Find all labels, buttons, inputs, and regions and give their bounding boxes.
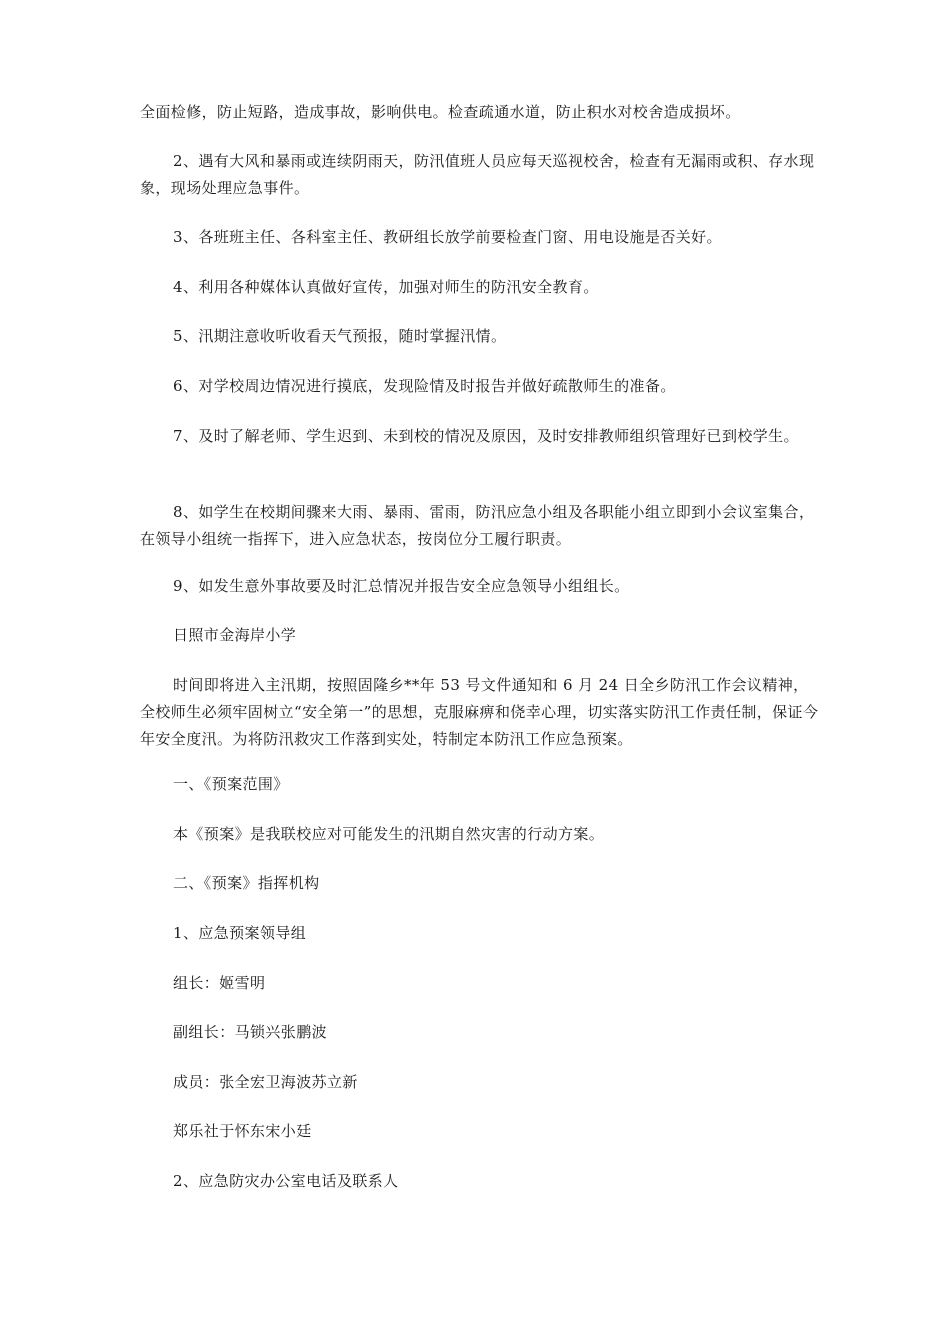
members-line-continued: 郑乐社于怀东宋小廷 bbox=[173, 1122, 312, 1140]
paragraph-item-2: 2、遇有大风和暴雨或连续阴雨天，防汛值班人员应每天巡视校舍，检查有无漏雨或积、存水现象，现场处理应急事件。 bbox=[140, 152, 815, 197]
subheading-leadership-group: 1、应急预案领导组 bbox=[173, 924, 307, 942]
paragraph-scope: 本《预案》是我联校应对可能发生的汛期自然灾害的行动方案。 bbox=[173, 825, 605, 843]
paragraph-item-9: 9、如发生意外事故要及时汇总情况并报告安全应急领导小组组长。 bbox=[173, 577, 630, 595]
members-line: 成员：张全宏卫海波苏立新 bbox=[173, 1073, 358, 1091]
leader-line: 组长：姬雪明 bbox=[173, 974, 266, 992]
paragraph-intro: 时间即将进入主汛期，按照固隆乡**年 53 号文件通知和 6 月 24 日全乡防汛工作会议精神，全校师生必须牢固树立“安全第一”的思想，克服麻痹和侥幸心理，切实落实防汛工作责任制，保证今年安全度汛。为将防汛救灾工作落到实处，特制定本防汛工作应急预案。 bbox=[140, 676, 819, 748]
subheading-office-contacts: 2、应急防灾办公室电话及联系人 bbox=[173, 1172, 399, 1190]
paragraph-item-5: 5、汛期注意收听收看天气预报，随时掌握汛情。 bbox=[173, 327, 507, 345]
deputy-leader-line: 副组长：马锁兴张鹏波 bbox=[173, 1023, 328, 1041]
paragraph-item-8: 8、如学生在校期间骤来大雨、暴雨、雷雨，防汛应急小组及各职能小组立即到小会议室集合，在领导小组统一指挥下，进入应急状态，按岗位分工履行职责。 bbox=[140, 503, 815, 548]
paragraph-item-4: 4、利用各种媒体认真做好宣传，加强对师生的防汛安全教育。 bbox=[173, 278, 599, 296]
school-name: 日照市金海岸小学 bbox=[173, 626, 297, 644]
paragraph-continuation: 全面检修，防止短路，造成事故，影响供电。检查疏通水道，防止积水对校舍造成损坏。 bbox=[140, 103, 741, 121]
section-heading-scope: 一、《预案范围》 bbox=[173, 775, 289, 793]
section-heading-command: 二、《预案》指挥机构 bbox=[173, 874, 320, 892]
paragraph-item-6: 6、对学校周边情况进行摸底，发现险情及时报告并做好疏散师生的准备。 bbox=[173, 377, 676, 395]
paragraph-item-7: 7、及时了解老师、学生迟到、未到校的情况及原因，及时安排教师组织管理好已到校学生。 bbox=[173, 427, 799, 445]
paragraph-item-3: 3、各班班主任、各科室主任、教研组长放学前要检查门窗、用电设施是否关好。 bbox=[173, 228, 722, 246]
